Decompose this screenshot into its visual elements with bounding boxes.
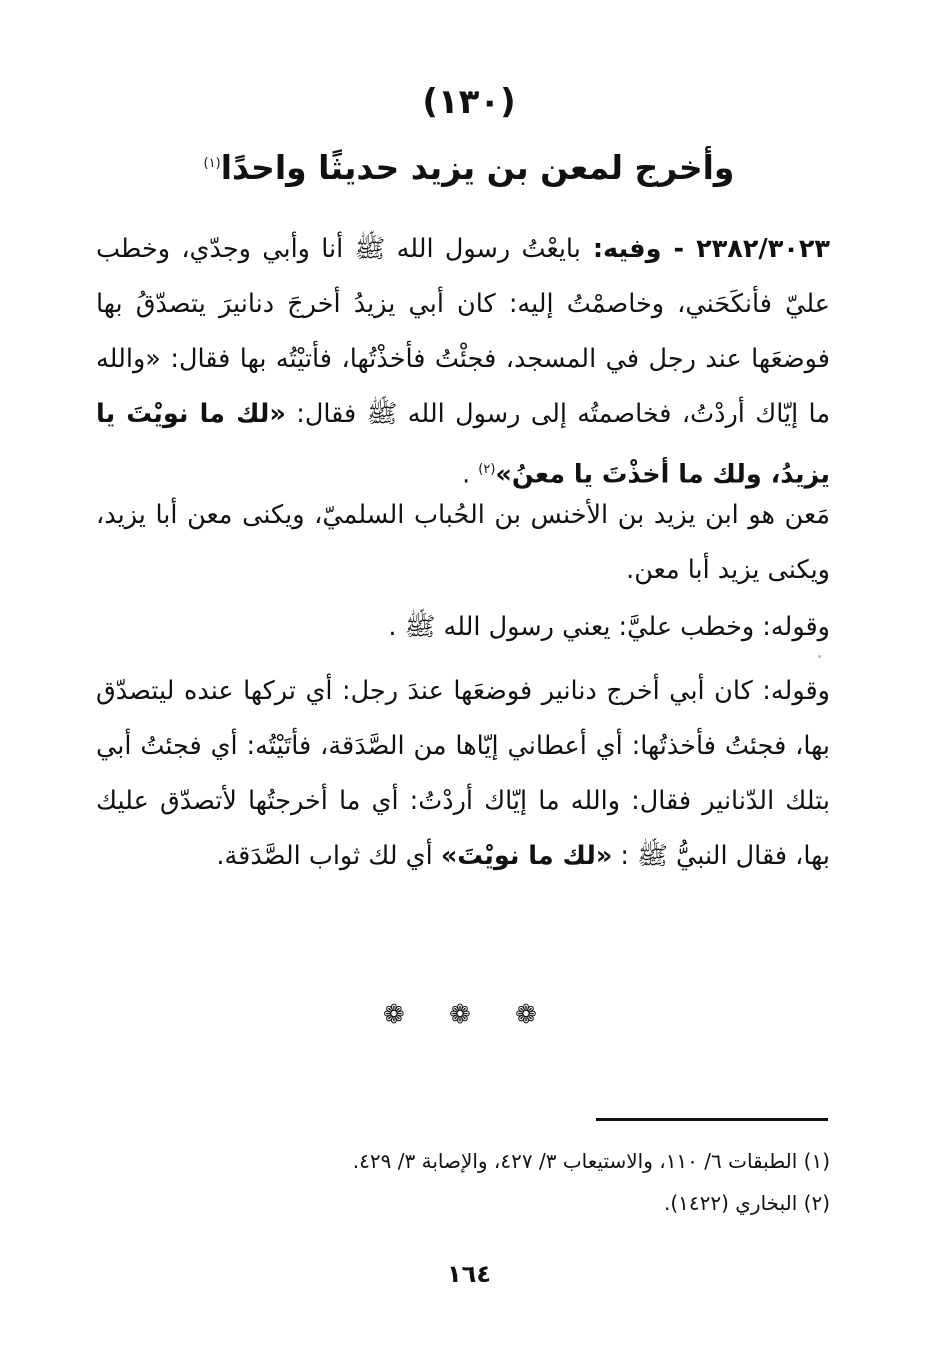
commentary-note-1: وقوله: وخطب عليَّ: يعني رسول الله ﷺ .	[388, 612, 830, 642]
page-number: ١٦٤	[447, 1260, 491, 1288]
hadith-intro: - وفيه:	[580, 234, 697, 264]
commentary-note-2	[96, 664, 830, 884]
hadith-paragraph	[96, 222, 830, 503]
footnote-ref-2: (٢)	[478, 462, 496, 477]
commentary-quote: «لك ما نويْتَ»	[440, 841, 613, 871]
section-divider	[0, 1000, 938, 1030]
flower-ornament-icon: ❁	[383, 1000, 423, 1030]
narrator-bio: مَعن هو ابن يزيد بن الأخنس بن الحُباب السلميّ، ويكنى معن أبا يزيد، ويكنى يزيد أبا معن.	[96, 500, 830, 585]
flower-ornament-icon: ❁	[515, 1000, 555, 1030]
chapter-title	[120, 148, 818, 187]
commentary-note-2-end: أي لك ثواب الصَّدَقة.	[216, 841, 441, 871]
margin-speck	[818, 655, 821, 658]
chapter-title-text: وأخرج لمعن بن يزيد حديثًا واحدًا	[220, 148, 735, 187]
commentary-note-2-text: وقوله: كان أبي أخرج دنانير فوضعَها عندَ رجل: أي تركها عنده ليتصدّق بها، فجئتُ فأخذتُها: أي أعطاني إيّاها من الصَّدَقة، فأتَيْتُه: أي فجئتُ أبي بتلك الدّنانير فقال: والله ما إيّاك أردْتُ: أي ما أخرجتُها لأتصدّق عليك بها، فقال النبيُّ ﷺ :	[96, 676, 830, 871]
footnote-divider	[596, 1118, 828, 1121]
hadith-number: ٢٣٨٢/٣٠٢٣	[696, 234, 830, 264]
footnote-ref-1: (١)	[203, 156, 221, 171]
footnote-1: (١) الطبقات ٦/ ١١٠، والاستيعاب ٣/ ٤٢٧، والإصابة ٣/ ٤٢٩.	[352, 1149, 830, 1173]
hadith-text: بايعْتُ رسول الله ﷺ أنا وأبي وجدّي، وخطب عليّ فأنكَحَني، وخاصمْتُ إليه: كان أبي يزيدُ أخرجَ دنانيرَ يتصدّقُ بها فوضعَها عند رجل في المسجد، فجئْتُ فأخذْتُها، فأتيْتُه بها فقال: «والله ما إيّاك أردْتُ، فخاصمتُه إلى رسول الله ﷺ فقال:	[96, 234, 830, 429]
chapter-number: (١٣٠)	[422, 82, 516, 122]
flower-ornament-icon: ❁	[449, 1000, 489, 1030]
hadith-end: .	[462, 459, 479, 490]
prophet-quote: «لك ما نويْتَ يا يزيدُ، ولك ما أخذْتَ يا معنُ»	[96, 399, 830, 490]
footnote-2: (٢) البخاري (١٤٢٢).	[663, 1191, 830, 1215]
footnotes	[120, 1140, 830, 1224]
